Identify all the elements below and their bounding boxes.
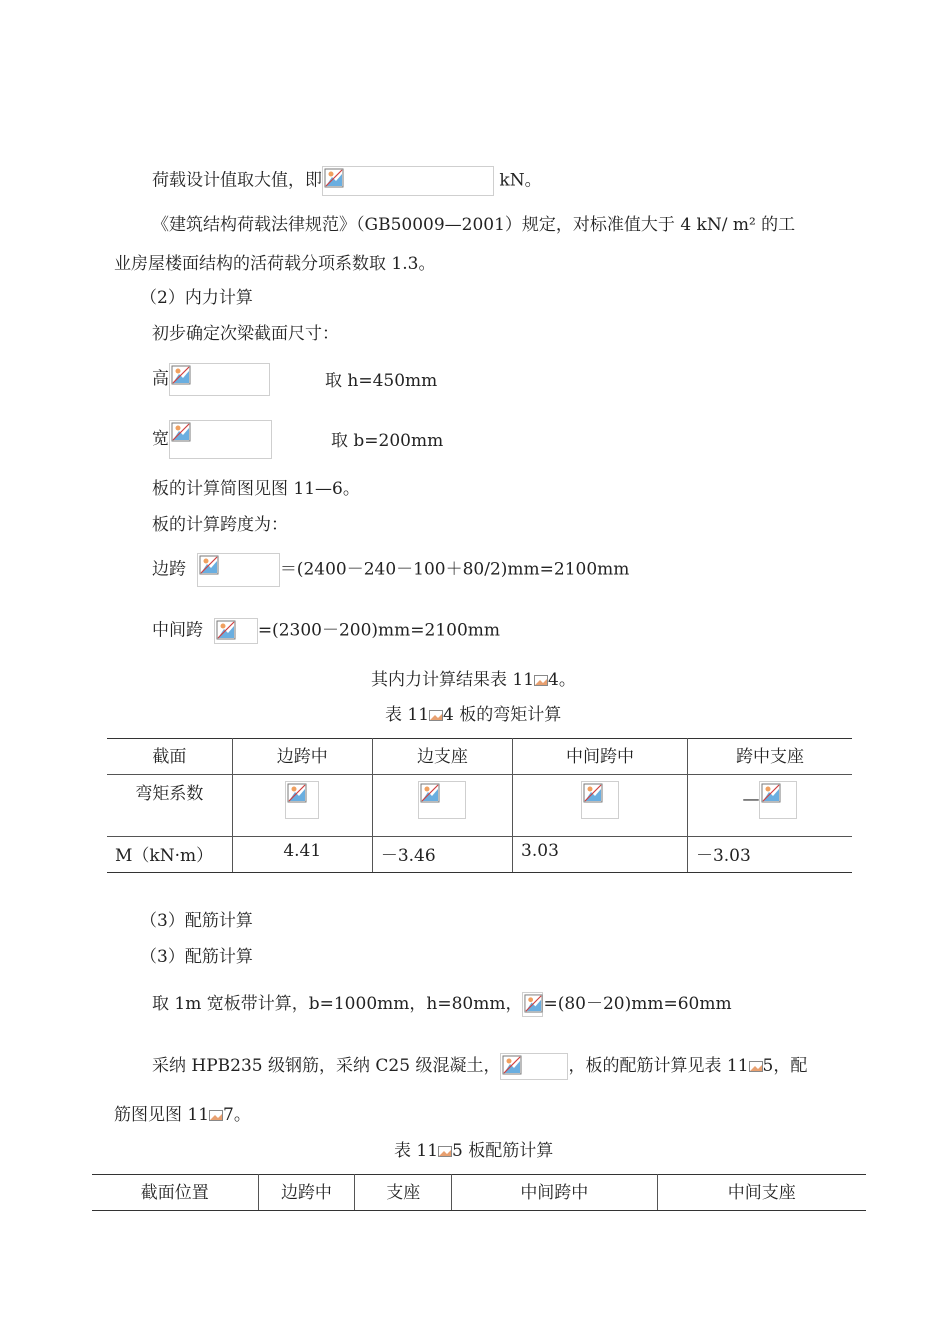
table1-caption xyxy=(385,704,561,726)
heading-reinforcement: （3）配筋计算 xyxy=(140,911,253,931)
table-header-row xyxy=(107,739,852,775)
span-intro-text: 板的计算跨度为： xyxy=(152,515,288,535)
edge-span-label: 边跨 xyxy=(152,559,186,580)
reinforcement-table xyxy=(92,1174,866,1211)
steel2-suffix: 7。 xyxy=(223,1105,251,1125)
broken-image-icon xyxy=(209,1110,223,1121)
broken-image-icon xyxy=(749,1061,763,1072)
formula-image-icon xyxy=(522,992,543,1017)
heading-reinforcement-repeat: （3）配筋计算 xyxy=(140,947,253,967)
steel-row-2 xyxy=(114,1104,251,1126)
formula-image-icon xyxy=(197,553,280,587)
formula-image-icon xyxy=(214,618,258,644)
mid-span-row xyxy=(152,618,500,644)
coef-cell xyxy=(372,775,512,837)
broken-image-icon xyxy=(534,675,548,686)
diagram-ref-text: 板的计算简图见图 11—6。 xyxy=(152,479,360,499)
steel2-prefix: 筋图见图 11 xyxy=(114,1105,210,1125)
strip-calc-formula: =(80－20)mm=60mm xyxy=(543,994,732,1014)
header-cell: 截面位置 xyxy=(92,1175,258,1211)
value-cell: －3.03 xyxy=(687,837,852,873)
row-label: M（kN·m） xyxy=(107,837,232,873)
strip-calc-text: 取 1m 宽板带计算，b=1000mm，h=80mm， xyxy=(152,994,523,1014)
header-cell: 边跨中 xyxy=(232,739,372,775)
result-ref-suffix: 4。 xyxy=(548,670,576,690)
edge-span-formula: ＝(2400－240－100＋80/2)mm=2100mm xyxy=(279,559,630,580)
steel-row xyxy=(152,1053,807,1080)
header-cell: 跨中支座 xyxy=(687,739,852,775)
formula-image-icon xyxy=(581,781,619,819)
strip-calc-row xyxy=(152,992,732,1017)
mid-span-formula: =(2300－200)mm=2100mm xyxy=(257,620,501,641)
load-code-line-2: 业房屋楼面结构的活荷载分项系数取 1.3。 xyxy=(114,254,436,274)
formula-image-icon xyxy=(169,363,270,396)
formula-image-icon xyxy=(322,166,494,196)
design-load-text: 荷载设计值取大值，即 xyxy=(152,170,322,191)
value-cell: －3.46 xyxy=(372,837,512,873)
header-cell: 边支座 xyxy=(372,739,512,775)
table1-caption-suffix: 4 板的弯矩计算 xyxy=(443,705,562,725)
value-cell: 3.03 xyxy=(513,837,688,873)
broken-image-icon xyxy=(438,1146,452,1157)
section-size-text: 初步确定次梁截面尺寸： xyxy=(152,324,339,344)
result-ref-text xyxy=(371,669,576,691)
table-row xyxy=(107,837,852,873)
width-row xyxy=(152,420,272,459)
minus-sign: — xyxy=(742,789,760,810)
moment-table xyxy=(107,738,852,873)
steel-text-end: 5，配 xyxy=(762,1056,808,1076)
coef-cell xyxy=(232,775,372,837)
formula-image-icon xyxy=(759,781,797,819)
header-cell: 支座 xyxy=(355,1175,452,1211)
broken-image-icon xyxy=(429,710,443,721)
load-code-line-1: 《建筑结构荷载法律规范》（GB50009—2001）规定，对标准值大于 4 kN/ m² 的工 xyxy=(152,215,796,235)
formula-image-icon xyxy=(285,781,319,819)
header-cell: 中间支座 xyxy=(657,1175,866,1211)
table2-caption-prefix: 表 11 xyxy=(394,1141,439,1161)
table-row xyxy=(107,775,852,837)
table2-caption xyxy=(394,1140,553,1162)
formula-image-icon xyxy=(500,1053,568,1080)
width-label: 宽 xyxy=(152,429,169,449)
edge-span-row xyxy=(152,553,629,587)
header-cell: 中间跨中 xyxy=(452,1175,657,1211)
coef-cell xyxy=(513,775,688,837)
steel-text-mid: ，板的配筋计算见表 11 xyxy=(568,1056,749,1076)
design-load-paragraph xyxy=(152,166,542,196)
header-cell: 中间跨中 xyxy=(513,739,688,775)
result-ref-prefix: 其内力计算结果表 11 xyxy=(371,670,535,690)
coef-cell xyxy=(687,775,852,837)
header-cell: 截面 xyxy=(107,739,232,775)
design-load-unit: kN。 xyxy=(499,170,542,191)
table-header-row xyxy=(92,1175,866,1211)
steel-text: 采纳 HPB235 级钢筋，采纳 C25 级混凝土， xyxy=(152,1056,501,1076)
height-row xyxy=(152,363,270,396)
mid-span-label: 中间跨 xyxy=(152,620,203,641)
height-label: 高 xyxy=(152,369,169,389)
width-value: 取 b=200mm xyxy=(331,431,444,451)
formula-image-icon xyxy=(418,781,466,819)
heading-internal-force: （2）内力计算 xyxy=(140,288,253,308)
row-label: 弯矩系数 xyxy=(107,775,232,837)
height-value: 取 h=450mm xyxy=(325,371,438,391)
table2-caption-suffix: 5 板配筋计算 xyxy=(452,1141,554,1161)
formula-image-icon xyxy=(169,420,272,459)
table1-caption-prefix: 表 11 xyxy=(385,705,430,725)
header-cell: 边跨中 xyxy=(258,1175,355,1211)
value-cell: 4.41 xyxy=(232,837,372,873)
